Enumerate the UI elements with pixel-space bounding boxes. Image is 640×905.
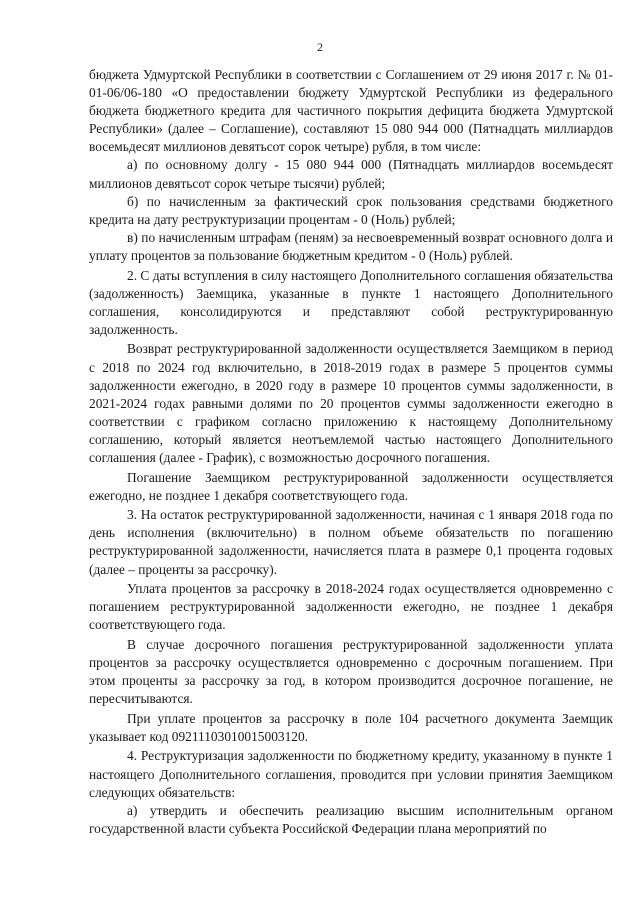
paragraph-repayment: Возврат реструктурированной задолженности осуществляется Заемщиком в период с 2018 по 2024 год включительно, в 2018-2019 годах в размере 5 процентов суммы задолженности ежегодно, в 2020 году в размере 10 процентов суммы задолженности, в 2021-2024 годах равными долями по 20 процентов суммы задолженности ежегодно в соответствии с графиком согласно приложению к настоящему Дополнительному соглашению, который является неотъемлемой частью настоящего Дополнительного соглашения (далее - График), с возможностью досрочного погашения. — [89, 341, 613, 465]
document-body — [89, 66, 613, 838]
paragraph-clause-4-item-a: а) утвердить и обеспечить реализацию высшим исполнительным органом государственной власти субъекта Российской Федерации плана мероприятий по — [89, 802, 613, 836]
paragraph-item-b: б) по начисленным за фактический срок пользования средствами бюджетного кредита на дату реструктуризации процентам - 0 (Ноль) рублей; — [89, 193, 613, 227]
paragraph-item-a: а) по основному долгу - 15 080 944 000 (Пятнадцать миллиардов восемьдесят миллионов девятьсот сорок четыре тысячи) рублей; — [89, 157, 613, 191]
paragraph-clause-2: 2. С даты вступления в силу настоящего Дополнительного соглашения обязательства (задолженность) Заемщика, указанные в пункте 1 настоящего Дополнительного соглашения, консолидируются и представляют собой реструктурированную задолженность. — [89, 267, 613, 337]
paragraph-item-c: в) по начисленным штрафам (пеням) за несвоевременный возврат основного долга и уплату процентов за пользование бюджетным кредитом - 0 (Ноль) рублей. — [89, 229, 613, 263]
page-number: 2 — [317, 40, 323, 54]
paragraph-repayment-deadline: Погашение Заемщиком реструктурированной задолженности осуществляется ежегодно, не позднее 1 декабря соответствующего года. — [89, 469, 613, 503]
paragraph-clause-4: 4. Реструктуризация задолженности по бюджетному кредиту, указанному в пункте 1 настоящего Дополнительного соглашения, проводится при условии принятия Заемщиком следующих обязательств: — [89, 748, 613, 800]
paragraph-payment-code: При уплате процентов за рассрочку в поле 104 расчетного документа Заемщик указывает код 09211103010015003120. — [89, 710, 613, 744]
paragraph-early-repayment: В случае досрочного погашения реструктурированной задолженности уплата процентов за рассрочку осуществляется одновременно с досрочным погашением. При этом проценты за рассрочку за год, в котором производится досрочное погашение, не пересчитываются. — [89, 636, 613, 707]
paragraph-intro: бюджета Удмуртской Республики в соответствии с Соглашением от 29 июня 2017 г. № 01-01-06/06-180 «О предоставлении бюджету Удмуртской Республики из федерального бюджета бюджетного кредита для частичного покрытия дефицита бюджета Удмуртской Республики» (далее – Соглашение), составляют 15 080 944 000 (Пятнадцать миллиардов восемьдесят миллионов девятьсот сорок четыре) рубля, в том числе: — [89, 67, 613, 155]
paragraph-interest-payment: Уплата процентов за рассрочку в 2018-2024 годах осуществляется одновременно с погашением реструктурированной задолженности ежегодно, не позднее 1 декабря соответствующего года. — [89, 581, 613, 633]
paragraph-clause-3: 3. На остаток реструктурированной задолженности, начиная с 1 января 2018 года по день исполнения (включительно) в полном объеме обязательств по погашению реструктурированной задолженности, начисляется плата в размере 0,1 процента годовых (далее – проценты за рассрочку). — [89, 507, 613, 577]
